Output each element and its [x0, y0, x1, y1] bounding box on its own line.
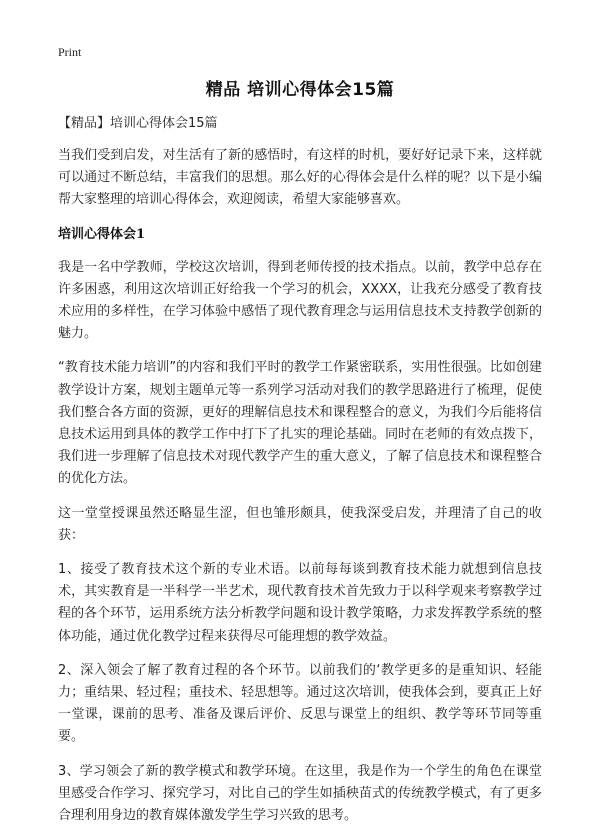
document-title: 精品 培训心得体会15篇 — [205, 80, 395, 100]
body-paragraph: 我是一名中学教师，学校这次培训，得到老师传授的技术指点。以前，教学中总存在许多困惑，利用这次培训正好给我一个学习的机会，XXXX，让我充分感受了教育技术应用的多样性，在学习体验中感悟了现代教育理念与运用信息技术支持教学创新的魅力。 — [58, 259, 542, 342]
document-subtitle: 【精品】培训心得体会15篇 — [58, 116, 218, 131]
body-paragraph: 3、学习领会了新的教学模式和教学环境。在这里，我是作为一个学生的角色在课堂里感受合作学习、探究学习，对比自己的学生如插秧苗式的传统教学模式，有了更多合理利用身边的教育媒体激发学生学习兴致的思考。 — [58, 763, 542, 824]
body-paragraph: “教育技术能力培训”的内容和我们平时的教学工作紧密联系，实用性很强。比如创建教学设计方案，规划主题单元等一系列学习活动对我们的教学思路进行了梳理，促使我们整合各方面的资源，更好的理解信息技术和课程整合的意义，为我们今后能将信息技术运用到具体的教学工作中打下了扎实的理论基础。同时在老师的有效点拨下，我们进一步理解了信息技术对现代教学产生的重大意义，了解了信息技术和课程整合的优化方法。 — [58, 360, 542, 487]
print-link[interactable]: Print — [58, 45, 82, 59]
body-paragraph: 1、接受了教育技术这个新的专业术语。以前每每谈到教育技术能力就想到信息技术，其实教育是一半科学一半艺术，现代教育技术首先致力于以科学观来考察教学过程的各个环节，运用系统方法分析教学问题和设计教学策略，力求发挥教学系统的整体功能，通过优化教学过程来获得尽可能理想的教学效益。 — [58, 562, 542, 644]
intro-paragraph: 当我们受到启发，对生活有了新的感悟时，有这样的时机，要好好记录下来，这样就可以通过不断总结，丰富我们的思想。那么好的心得体会是什么样的呢？以下是小编帮大家整理的培训心得体会，欢迎阅读，希望大家能够喜欢。 — [58, 148, 542, 208]
body-paragraph: 这一堂堂授课虽然还略显生涩，但也雏形颇具，使我深受启发，并理清了自己的收获： — [58, 505, 542, 543]
body-paragraph: 2、深入领会了解了教育过程的各个环节。以前我们的‘教学更多的是重知识、轻能力；重结果、轻过程；重技术、轻思想等。通过这次培训，使我体会到，要真正上好一堂课，课前的思考、准备及课后评价、反思与课堂上的组织、教学等环节同等重要。 — [58, 662, 542, 745]
section-heading: 培训心得体会1 — [58, 226, 146, 242]
